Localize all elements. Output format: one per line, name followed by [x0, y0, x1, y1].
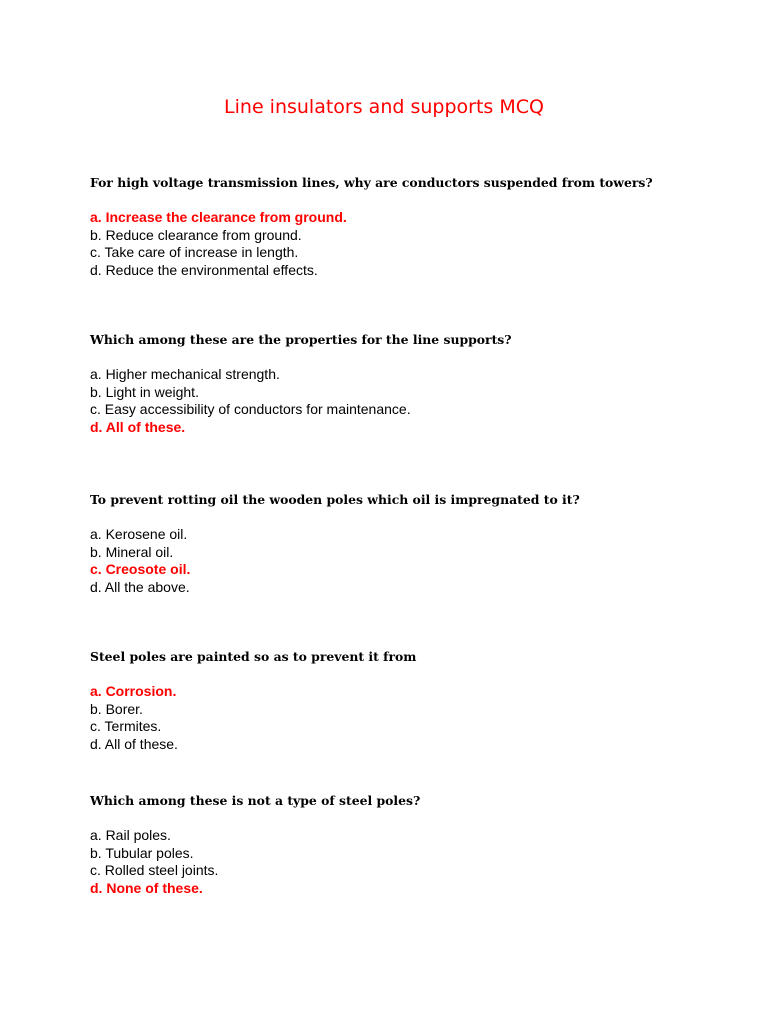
option-d: d. All of these.	[90, 419, 186, 436]
option-a: a. Kerosene oil.	[90, 526, 188, 542]
question-block	[90, 792, 730, 898]
question-block	[90, 491, 730, 597]
option-b: b. Borer.	[90, 700, 143, 717]
page-title: Line insulators and supports MCQ	[224, 96, 544, 118]
option-a: a. Increase the clearance from ground.	[90, 209, 347, 225]
option-a: a. Rail poles.	[90, 827, 171, 843]
option-c: c. Termites.	[90, 718, 162, 735]
option-b: b. Tubular poles.	[90, 844, 194, 861]
option-list	[90, 209, 730, 280]
option-c: c. Rolled steel joints.	[90, 862, 219, 879]
option-b: b. Light in weight.	[90, 383, 199, 400]
question-block	[90, 331, 730, 437]
option-b: b. Reduce clearance from ground.	[90, 226, 302, 243]
question-block	[90, 648, 730, 754]
question-text: Which among these are the properties for the line supports?	[90, 332, 512, 347]
option-c: c. Easy accessibility of conductors for maintenance.	[90, 401, 411, 418]
option-list	[90, 366, 730, 437]
option-a: a. Corrosion.	[90, 683, 177, 699]
question-block	[90, 174, 730, 280]
option-d: d. All of these.	[90, 736, 178, 753]
option-d: d. None of these.	[90, 880, 203, 897]
question-text: To prevent rotting oil the wooden poles which oil is impregnated to it?	[90, 492, 580, 507]
option-d: d. All the above.	[90, 579, 190, 596]
option-list	[90, 526, 730, 597]
option-c: c. Creosote oil.	[90, 561, 191, 578]
question-text: Which among these is not a type of steel poles?	[90, 793, 421, 808]
option-c: c. Take care of increase in length.	[90, 244, 299, 261]
option-b: b. Mineral oil.	[90, 543, 174, 560]
option-list	[90, 683, 730, 754]
option-list	[90, 827, 730, 898]
question-text: Steel poles are painted so as to prevent it from	[90, 649, 417, 664]
question-text: For high voltage transmission lines, why are conductors suspended from towers?	[90, 175, 653, 190]
option-d: d. Reduce the environmental effects.	[90, 262, 318, 279]
option-a: a. Higher mechanical strength.	[90, 366, 280, 382]
